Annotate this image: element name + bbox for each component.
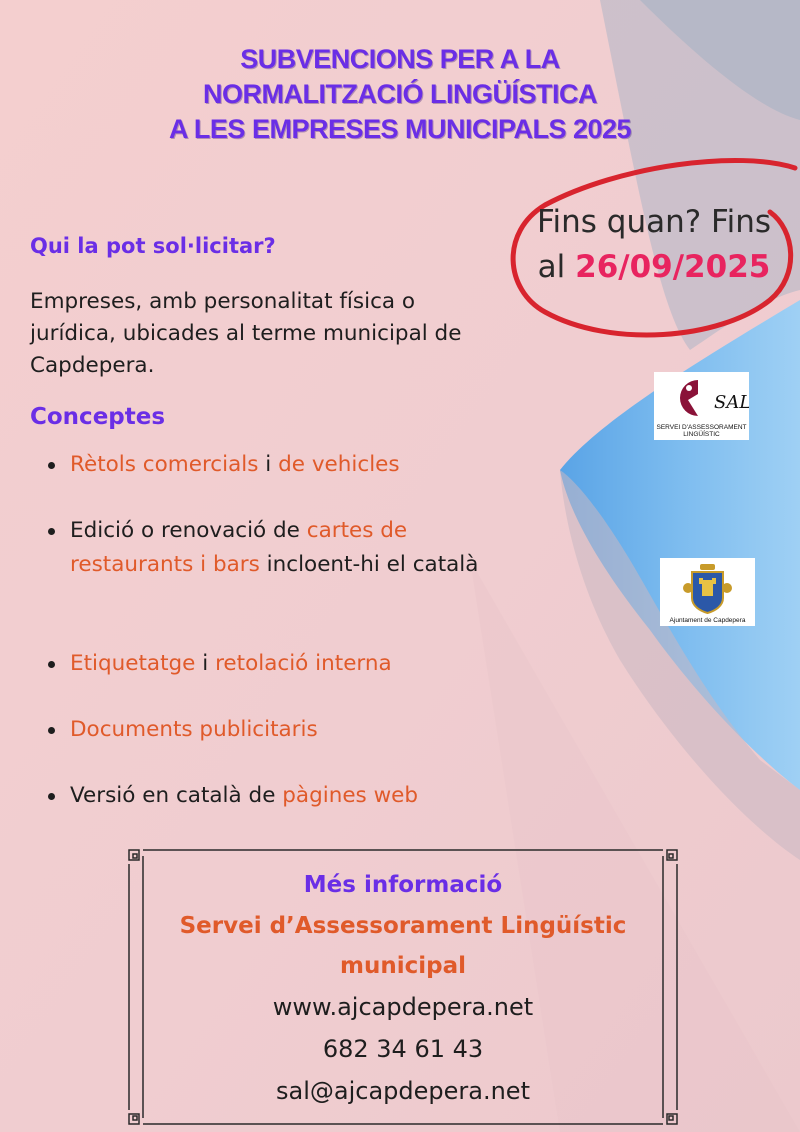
concept-text-highlight: retolació interna [215, 651, 392, 676]
sal-caption-1: SERVEI D'ASSESSORAMENT [656, 424, 747, 431]
deadline-callout [518, 200, 790, 290]
concept-item [70, 713, 520, 747]
who-question: Qui la pot sol·licitar? [30, 234, 276, 258]
service-name [127, 906, 679, 986]
coat-of-arms-icon [660, 558, 755, 616]
sal-logo [654, 372, 749, 440]
deadline-line-2 [518, 245, 790, 290]
concept-text: i [258, 452, 279, 477]
who-answer: Empreses, amb personalitat física o jurídica, ubicades al terme municipal de Capdepera. [30, 289, 462, 378]
sal-caption-2: LINGÜÍSTIC [683, 431, 720, 438]
title-line-2: NORMALITZACIÓ LINGÜÍSTICA [203, 79, 597, 109]
concept-item [70, 448, 520, 482]
ajuntament-caption: Ajuntament de Capdepera [669, 617, 746, 624]
concept-text: Edició o renovació de [70, 518, 307, 543]
deadline-date: 26/09/2025 [575, 249, 771, 285]
concept-item [70, 779, 520, 813]
sal-logo-letters: SAL [714, 392, 749, 413]
concept-text-highlight: Rètols comercials [70, 452, 259, 477]
concept-text-highlight: Documents publicitaris [70, 717, 318, 742]
concept-text: incloent-hi el català [259, 552, 479, 577]
title-line-3: A LES EMPRESES MUNICIPALS 2025 [168, 114, 632, 144]
concept-text: Versió en català de [70, 783, 283, 808]
phone-number[interactable]: 682 34 61 43 [322, 1035, 484, 1063]
info-box [127, 868, 679, 1112]
email-link[interactable]: sal@ajcapdepera.net [276, 1077, 530, 1105]
title-line-1: SUBVENCIONS PER A LA [240, 44, 560, 74]
concept-text-highlight: de vehicles [278, 452, 400, 477]
concept-text-highlight: cartes de restaurants i bars [70, 518, 408, 577]
service-name-line-1: Servei d’Assessorament Lingüístic [179, 913, 627, 939]
ajuntament-logo [660, 558, 755, 626]
concept-text-highlight: Etiquetatge [70, 651, 196, 676]
service-name-line-2: municipal [340, 953, 466, 979]
deadline-prefix: al [537, 249, 566, 285]
page-title [0, 42, 800, 147]
concept-text-highlight: pàgines web [282, 783, 419, 808]
website-link[interactable]: www.ajcapdepera.net [272, 993, 534, 1021]
info-heading: Més informació [303, 872, 503, 898]
sal-logo-mark [654, 372, 749, 422]
deadline-line-1: Fins quan? Fins [536, 204, 772, 240]
concept-text: i [195, 651, 216, 676]
concept-item [70, 647, 520, 681]
concepts-heading: Conceptes [30, 404, 166, 430]
concept-item [70, 514, 520, 582]
